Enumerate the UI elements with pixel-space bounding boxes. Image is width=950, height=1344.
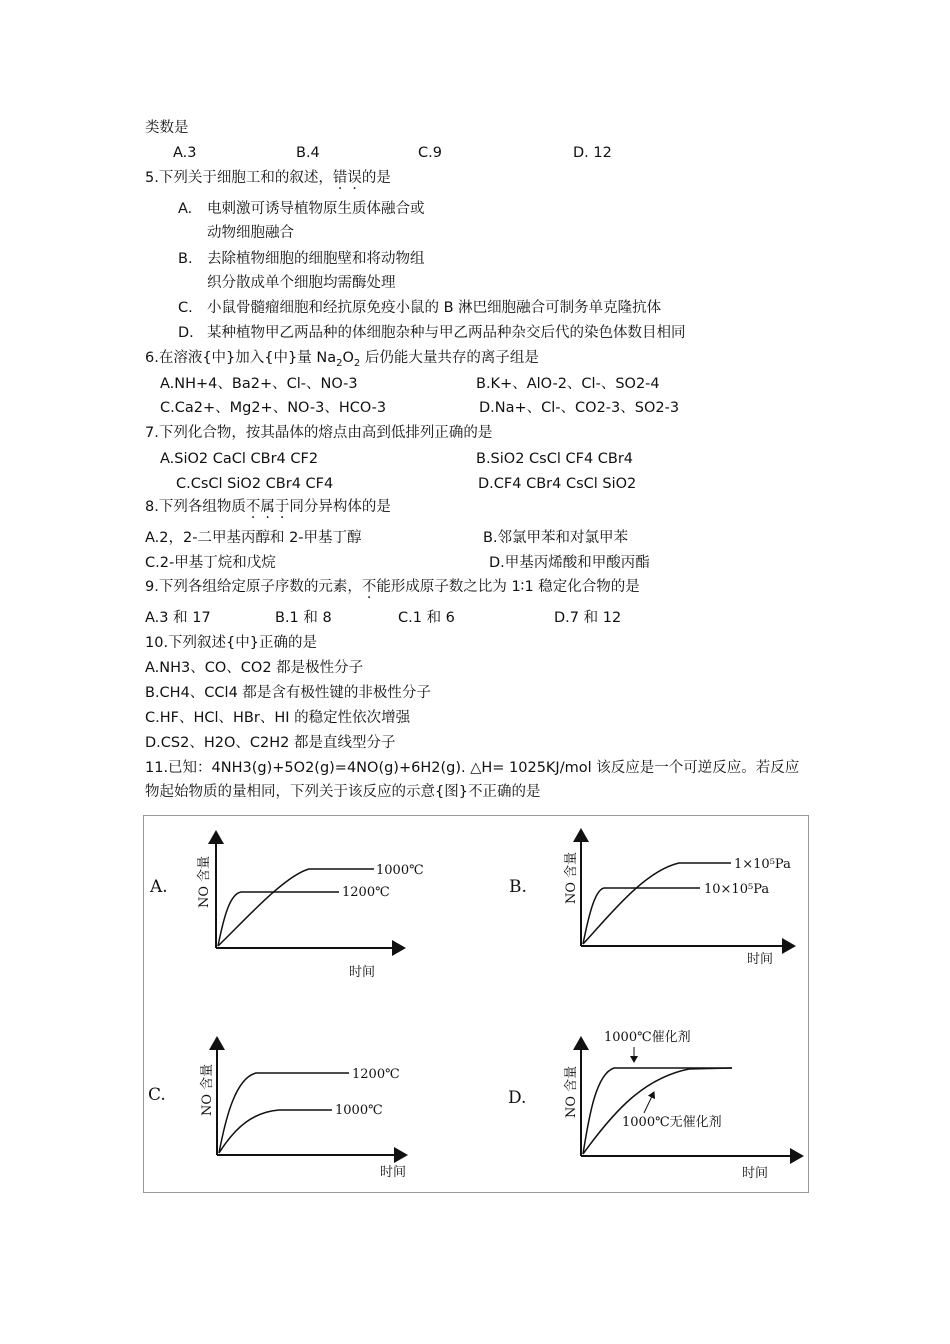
q9-option-d: D.7 和 12 <box>554 610 622 626</box>
panel-a <box>149 832 424 980</box>
option-a: A.3 <box>173 145 197 161</box>
q6-option-d: D.Na+、Cl-、CO2-3、SO2-3 <box>479 400 680 416</box>
panel-a-curve-1000 <box>218 869 374 946</box>
q5-option-b-label: B. <box>178 251 193 267</box>
panel-d-pointer-2 <box>644 1092 654 1113</box>
q9-option-a: A.3 和 17 <box>145 610 211 626</box>
question-continuation: 类数是 <box>145 120 189 136</box>
q7-option-b: B.SiO2 CsCl CF4 CBr4 <box>476 451 634 467</box>
panel-a-xlabel: 时间 <box>349 965 376 980</box>
panel-b-ylabel: NO 含量 <box>564 851 579 904</box>
panel-a-ylabel: NO 含量 <box>197 855 212 908</box>
q10-option-d: D.CS2、H2O、C2H2 都是直线型分子 <box>145 735 396 751</box>
panel-c-curve-1000 <box>219 1110 332 1153</box>
panel-b-curve1-label: 1×10⁵Pa <box>734 857 791 872</box>
panel-c-xlabel: 时间 <box>380 1165 407 1180</box>
q8-option-d: D.甲基丙烯酸和甲酸丙酯 <box>489 555 650 571</box>
q10-option-a: A.NH3、CO、CO2 都是极性分子 <box>145 660 364 676</box>
q7-stem: 7.下列化合物，按其晶体的熔点由高到低排列正确的是 <box>145 425 493 441</box>
q5-option-a-line2: 动物细胞融合 <box>207 225 294 241</box>
q5-option-d: 某种植物甲乙两品种的体细胞杂种与甲乙两品种杂交后代的染色体数目相同 <box>207 325 686 341</box>
panel-b-label: B. <box>509 877 527 897</box>
panel-c-label: C. <box>148 1085 166 1105</box>
q5-stem: 5.下列关于细胞工和的叙述，错误的是 <box>145 170 391 186</box>
panel-d-curve2-label: 1000℃无催化剂 <box>622 1115 722 1130</box>
panel-a-curve-1200 <box>218 892 339 946</box>
panel-d-xlabel: 时间 <box>742 1166 769 1181</box>
panel-b-curve-1e6 <box>583 888 700 944</box>
q6-option-a: A.NH+4、Ba2+、Cl-、NO-3 <box>160 376 358 392</box>
panel-b-xlabel: 时间 <box>747 952 774 967</box>
q5-option-d-label: D. <box>178 325 194 341</box>
q10-option-b: B.CH4、CCl4 都是含有极性键的非极性分子 <box>145 685 431 701</box>
panel-b-curve2-label: 10×10⁵Pa <box>704 882 770 897</box>
q5-option-b-line2: 织分散成单个细胞均需酶处理 <box>207 275 396 291</box>
panel-d-label: D. <box>508 1088 527 1108</box>
panel-b-curve-1e5 <box>583 863 731 944</box>
option-b: B.4 <box>296 145 320 161</box>
panel-b <box>509 830 794 967</box>
q11-stem-line2: 物起始物质的量相同，下列关于该反应的示意{图}不正确的是 <box>145 784 541 800</box>
panel-c-curve1-label: 1200℃ <box>352 1067 400 1082</box>
panel-a-label: A. <box>150 877 168 897</box>
q10-stem: 10.下列叙述{中}正确的是 <box>145 635 318 651</box>
q9-option-b: B.1 和 8 <box>275 610 332 626</box>
q11-figure <box>143 815 809 1193</box>
q9-option-c: C.1 和 6 <box>398 610 455 626</box>
q7-option-a: A.SiO2 CaCl CBr4 CF2 <box>160 451 319 467</box>
panel-c-curve2-label: 1000℃ <box>335 1103 383 1118</box>
q7-option-d: D.CF4 CBr4 CsCl SiO2 <box>478 476 637 492</box>
panel-d-curve1-label: 1000℃催化剂 <box>604 1030 691 1045</box>
q6-option-b: B.K+、AlO-2、Cl-、SO2-4 <box>476 376 660 392</box>
q7-option-c: C.CsCl SiO2 CBr4 CF4 <box>176 476 334 492</box>
q6-stem: 6.在溶液{中}加入{中}量 $Na_2O_2$ 后仍能大量共存的离子组是 <box>145 350 539 369</box>
q5-option-c-label: C. <box>178 300 193 316</box>
option-c: C.9 <box>418 145 442 161</box>
panel-d-ylabel: NO 含量 <box>564 1065 579 1118</box>
q8-option-c: C.2-甲基丁烷和戊烷 <box>145 555 276 571</box>
option-d: D. 12 <box>573 145 612 161</box>
panel-a-curve1-label: 1000℃ <box>376 863 424 878</box>
q9-stem: 9.下列各组给定原子序数的元素，不能形成原子数之比为 1∶1 稳定化合物的是 <box>145 579 640 595</box>
q5-option-a-label: A. <box>178 201 193 217</box>
q5-option-a-line1: 电刺激可诱导植物原生质体融合或 <box>207 201 425 217</box>
q5-option-c: 小鼠骨髓瘤细胞和经抗原免疫小鼠的 B 淋巴细胞融合可制务单克隆抗体 <box>207 300 662 316</box>
panel-c-curve-1200 <box>219 1073 349 1153</box>
q8-option-b: B.邻氯甲苯和对氯甲苯 <box>483 530 629 546</box>
panel-d-curve-no-catalyst <box>583 1068 732 1154</box>
figure-svg <box>144 816 808 1192</box>
q8-stem: 8.下列各组物质不属于同分异构体的是 <box>145 499 391 515</box>
q6-option-c: C.Ca2+、Mg2+、NO-3、HCO-3 <box>160 400 387 416</box>
panel-c <box>148 1038 406 1180</box>
q10-option-c: C.HF、HCl、HBr、HI 的稳定性依次增强 <box>145 710 411 726</box>
q5-option-b-line1: 去除植物细胞的细胞壁和将动物组 <box>207 251 425 267</box>
panel-d <box>508 1029 802 1181</box>
panel-c-ylabel: NO 含量 <box>200 1063 215 1116</box>
q11-stem-line1: 11.已知：4NH3(g)+5O2(g)=4NO(g)+6H2(g). △H= 1025KJ/mol 该反应是一个可逆反应。若反应 <box>145 760 800 776</box>
panel-a-curve2-label: 1200℃ <box>342 885 390 900</box>
q8-option-a: A.2，2-二甲基丙醇和 2-甲基丁醇 <box>145 530 362 546</box>
